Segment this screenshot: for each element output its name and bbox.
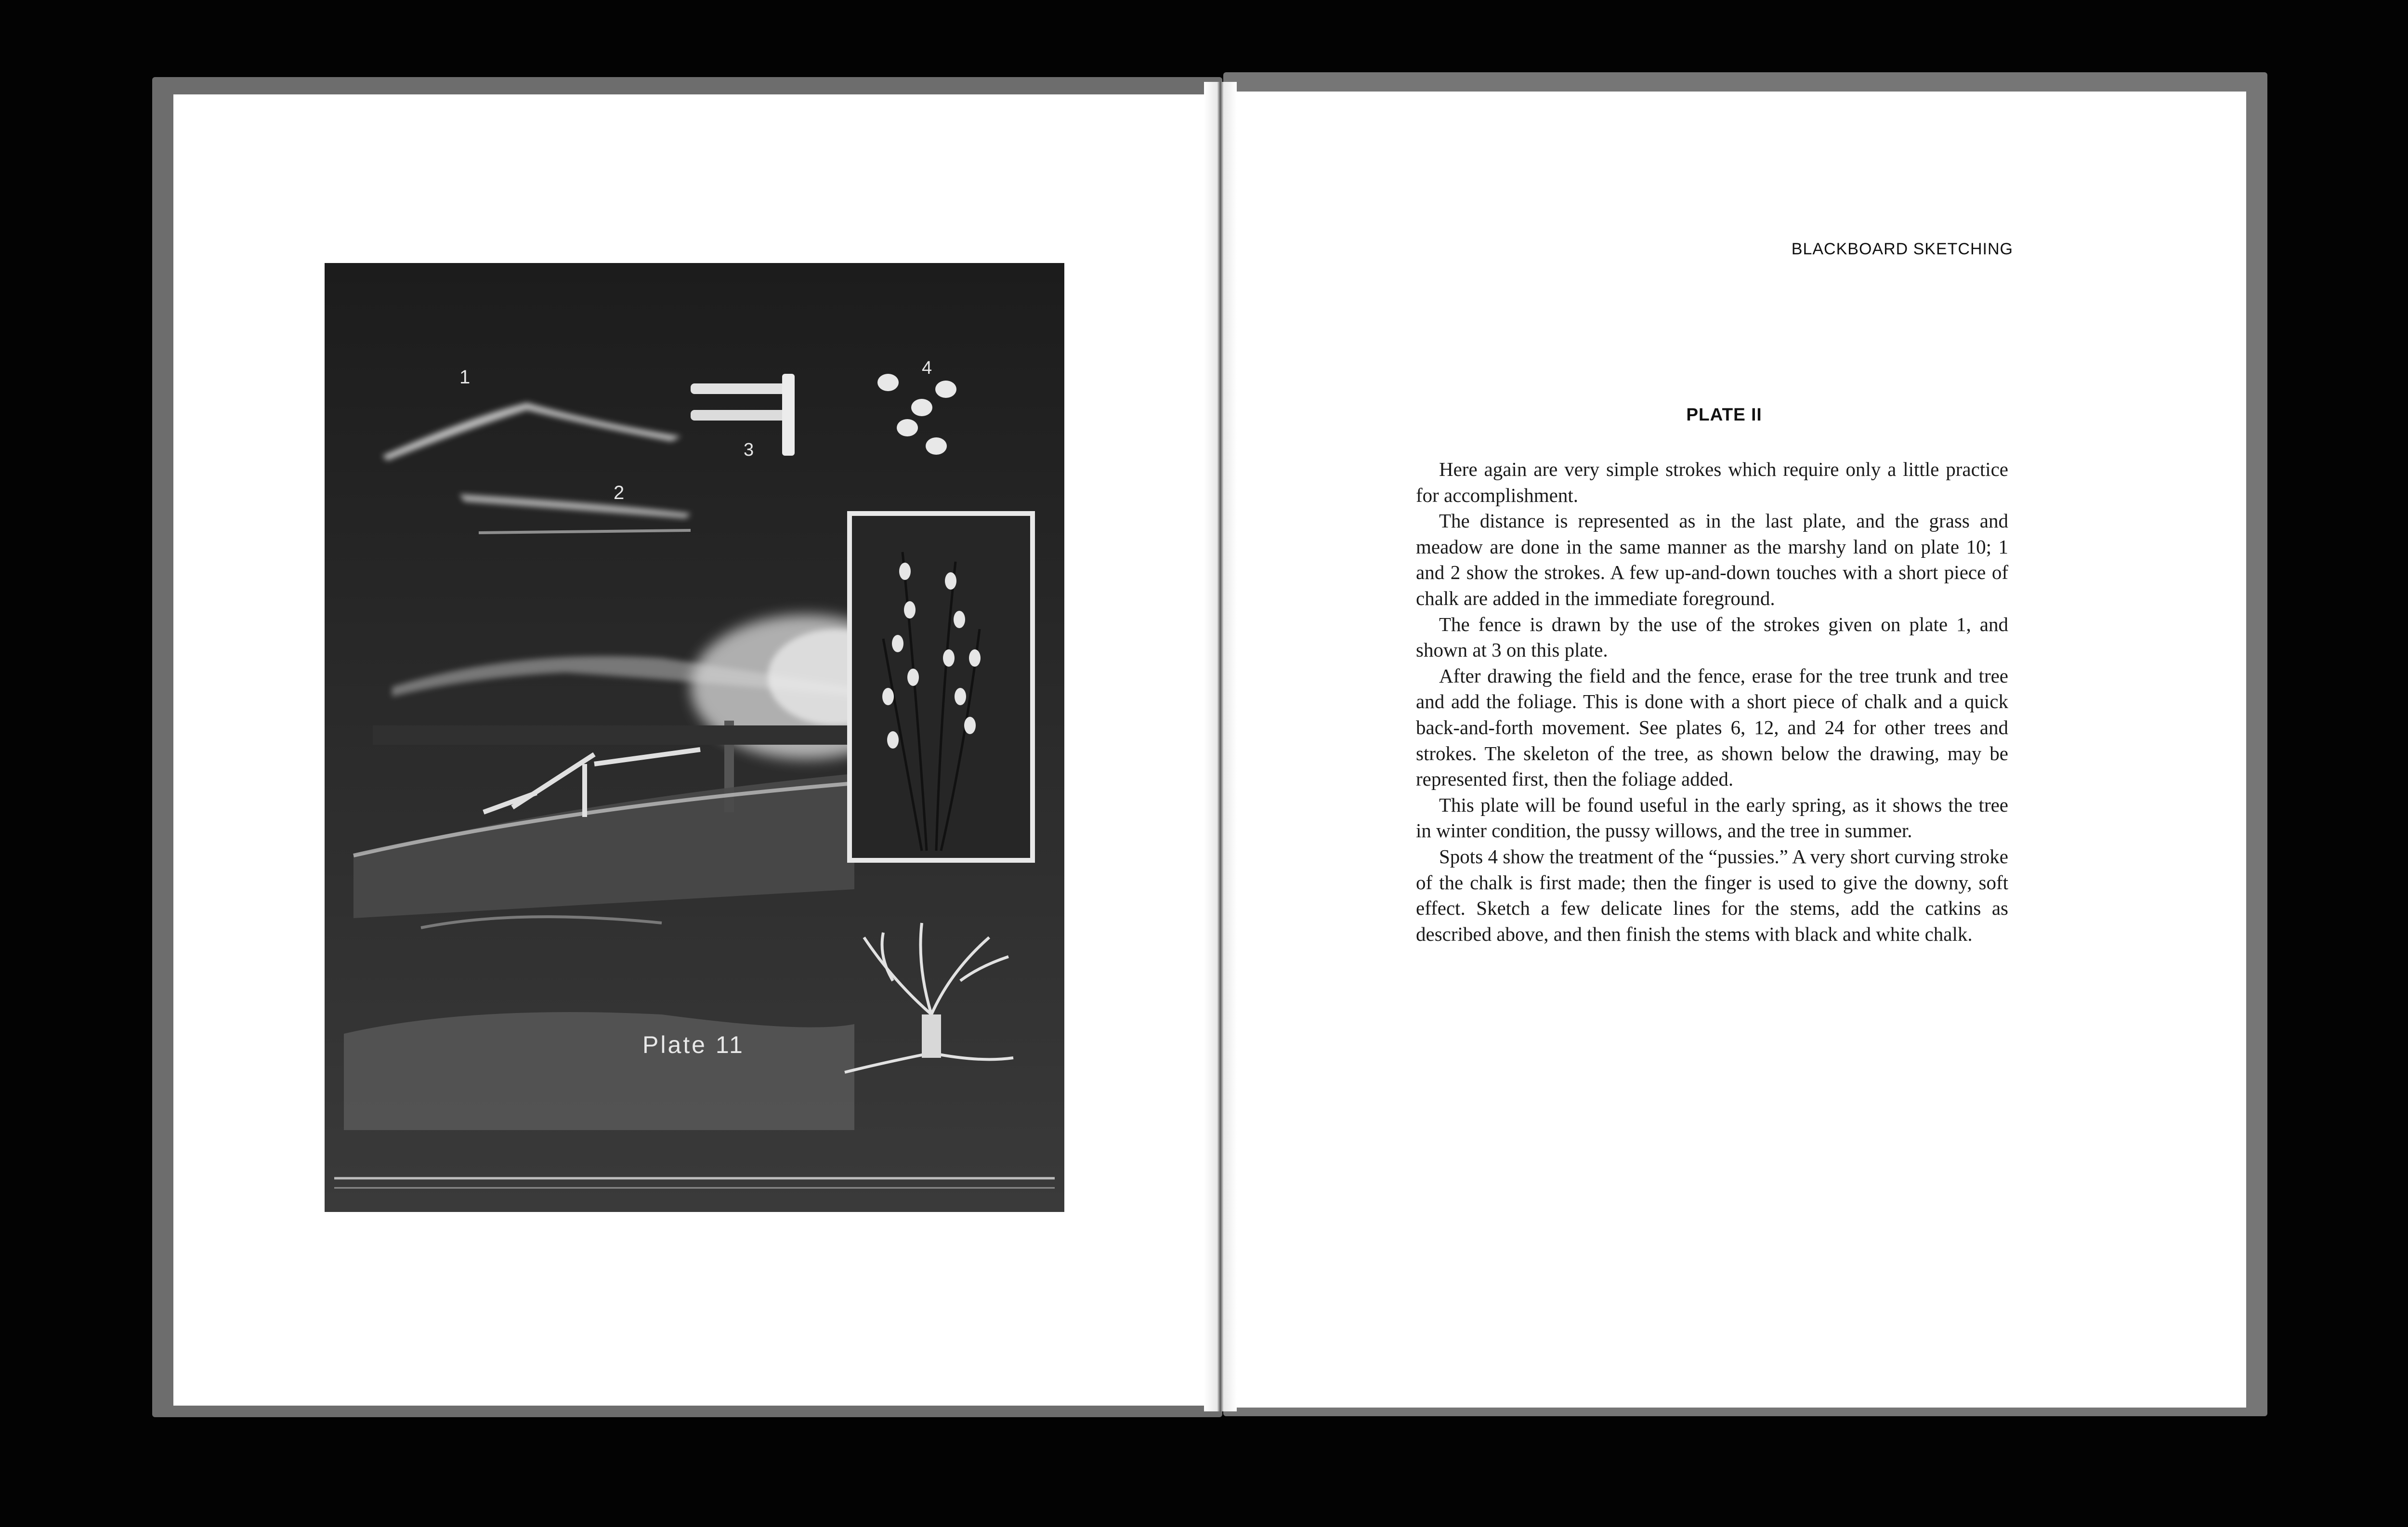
plate-heading: PLATE II — [1686, 405, 1762, 424]
paragraph: Here again are very simple strokes which require only a little practice for accomplishment. — [1416, 458, 2008, 506]
book-gutter — [1204, 82, 1237, 1411]
tree-line — [373, 725, 854, 745]
paragraph: Spots 4 show the treatment of the “pussies.” A very short curving stroke of the chalk is first made; then the finger is used to give the downy, soft effect. Sketch a few delicate lines for the stems, add the catkins as described above, and then finish the stems with black and white chalk. — [1416, 845, 2008, 945]
running-head: BLACKBOARD SKETCHING — [1791, 240, 2013, 258]
plate-illustration — [325, 263, 1064, 1212]
fence-rail-bottom — [691, 410, 792, 421]
fence-rail-top — [691, 383, 792, 394]
label-2: 2 — [614, 482, 625, 503]
paragraph: The distance is represented as in the last plate, and the grass and meadow are done in the same manner as the marshy land on plate 10; 1 and 2 show the strokes. A few up-and-down touches with a short piece of chalk are added in the immediate foreground. — [1416, 510, 2008, 609]
chalk-drawing — [325, 263, 1064, 1212]
plate-caption: Plate 11 — [642, 1031, 745, 1058]
foreground-grass — [344, 1012, 854, 1130]
paragraph: The fence is drawn by the use of the strokes given on plate 1, and shown at 3 on this plate. — [1416, 613, 2008, 661]
fence-post — [782, 374, 795, 456]
winter-tree-trunk — [922, 1014, 941, 1058]
body-text — [1416, 457, 2008, 947]
paragraph: After drawing the field and the fence, erase for the tree trunk and tree and add the foliage. This is done with a short piece of chalk and a quick back-and-forth movement. See plates 6, 12, and 24 for other trees and strokes. The skeleton of the tree, as shown below the drawing, may be represented first, then the foliage added. — [1416, 664, 2008, 790]
label-1: 1 — [459, 367, 471, 388]
pussy-willow-panel — [850, 513, 1033, 860]
paragraph: This plate will be found useful in the early spring, as it shows the tree in winter condition, the pussy willows, and the tree in summer. — [1416, 793, 2008, 842]
label-4: 4 — [922, 358, 932, 378]
label-3: 3 — [744, 440, 754, 460]
